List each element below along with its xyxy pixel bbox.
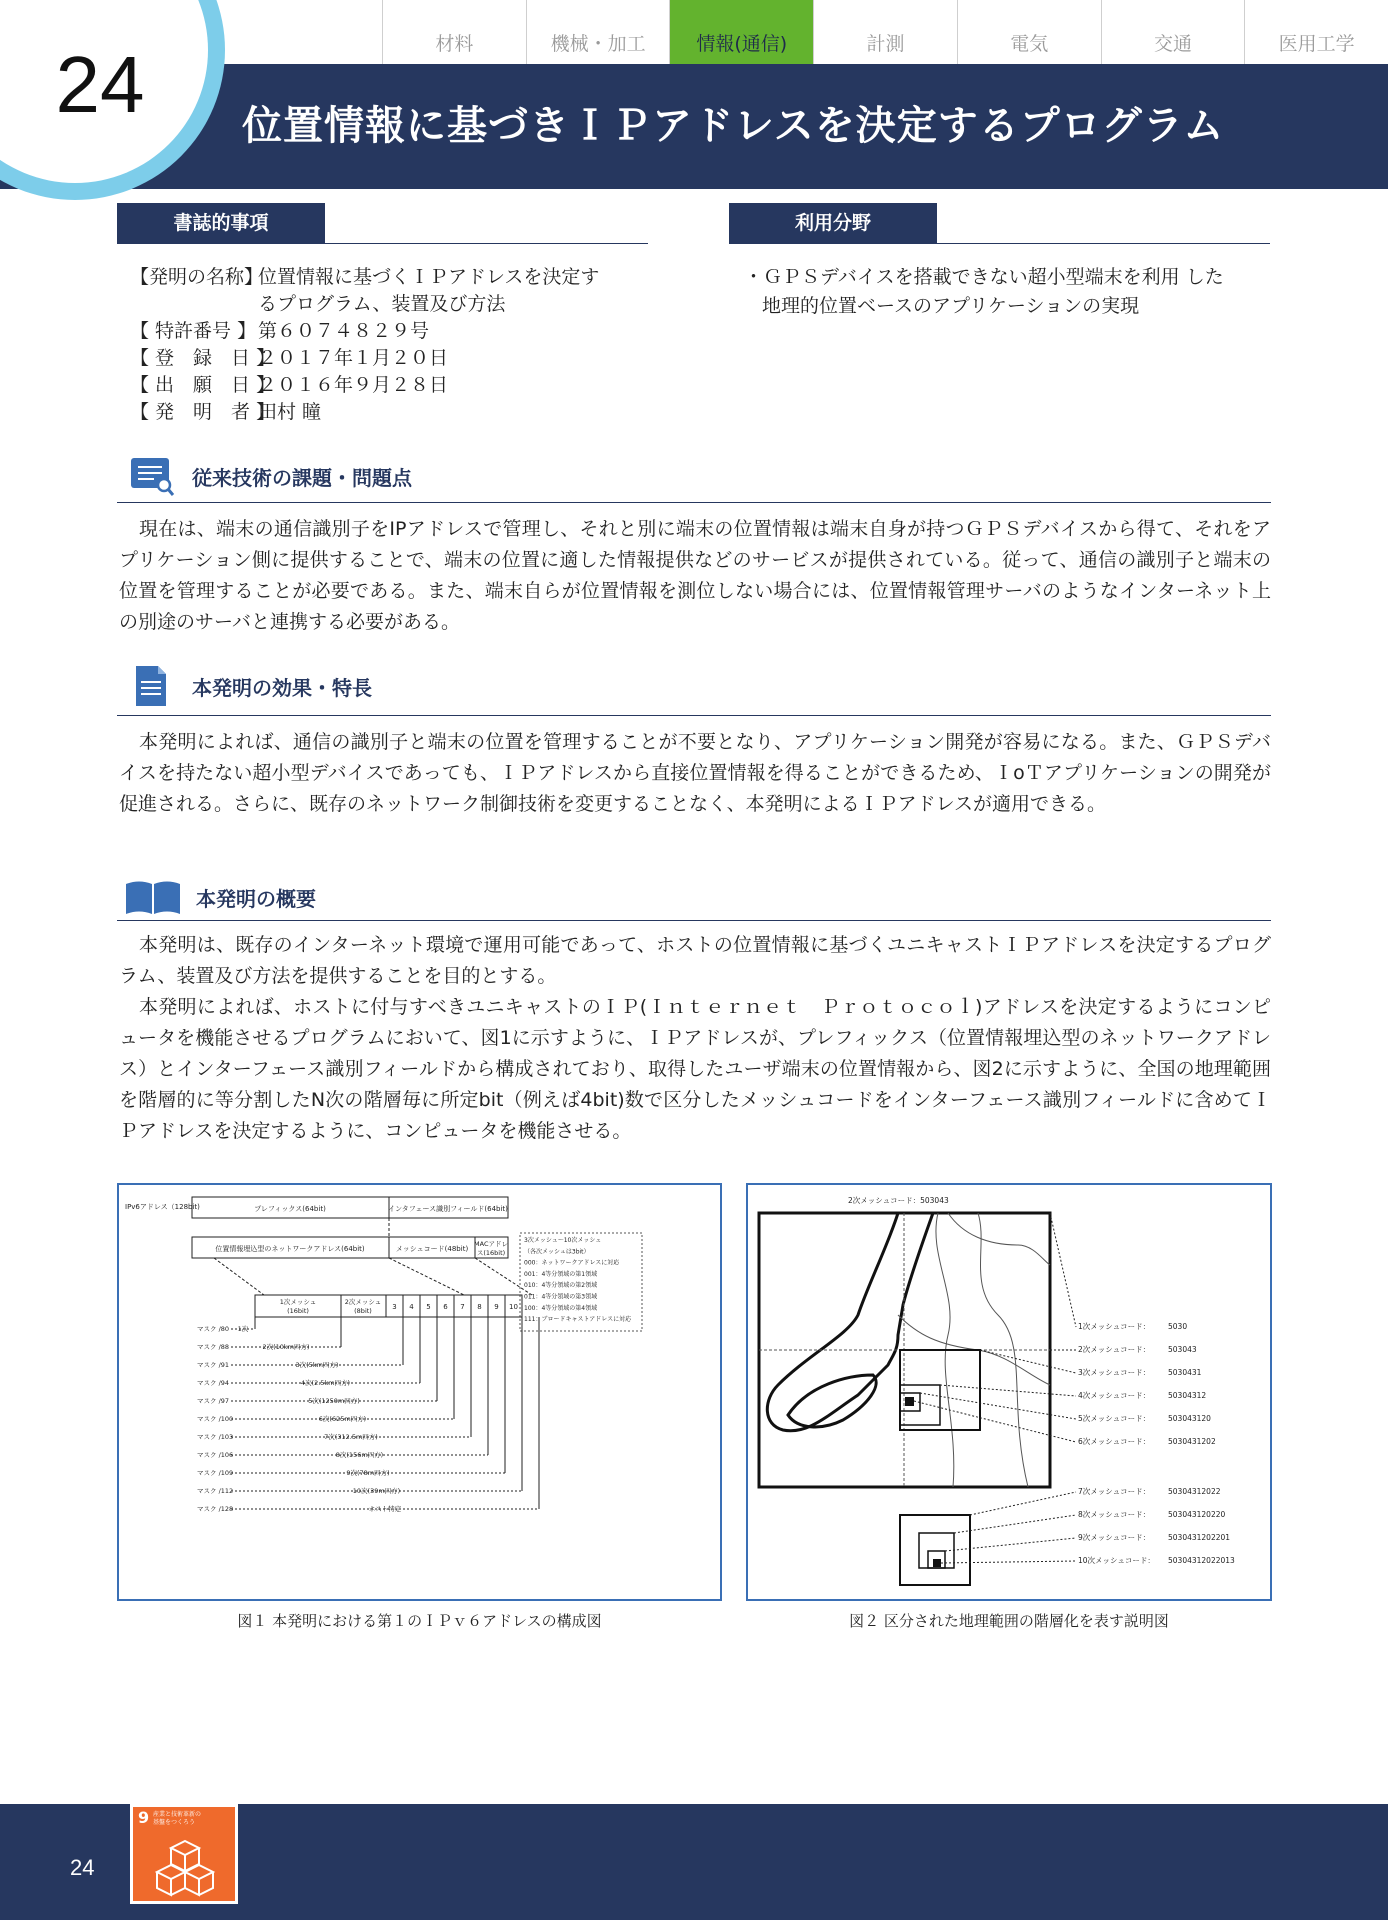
fig2-code-leader — [954, 1515, 1076, 1533]
fig1-mask-text: 3次(5km四方) — [295, 1361, 339, 1369]
figure2-diagram — [748, 1185, 1270, 1599]
tab-traffic[interactable]: 交通 — [1101, 0, 1245, 64]
fig1-note-line: 001：4等分領域の第1領域 — [524, 1270, 598, 1278]
fig1-notes — [524, 1236, 632, 1323]
biblio-list — [130, 264, 650, 426]
fig1-cells — [386, 1295, 522, 1317]
tab-measurement[interactable]: 計測 — [813, 0, 957, 64]
fig2-code-name: 2次メッシュコード： — [1078, 1345, 1151, 1354]
fig2-code-value: 50304312022013 — [1168, 1556, 1235, 1565]
fig2-zoom-mesh7 — [900, 1515, 970, 1585]
usage-tag: 利用分野 — [729, 203, 937, 243]
section-heading-effects — [128, 664, 372, 708]
fig1-mask-text: 7次(312.5m四方) — [324, 1433, 378, 1441]
fig1-mask-text: 6次(625m四方) — [318, 1415, 367, 1423]
biblio-tag: 書誌的事項 — [117, 203, 325, 243]
fig1-mesh2-label: 2次メッシュ — [344, 1298, 382, 1306]
biblio-value: るプログラム、装置及び方法 — [258, 293, 506, 315]
fig1-note-line: 3次メッシュ～10次メッシュ — [524, 1237, 602, 1244]
biblio-key: 【発明の名称】 — [130, 266, 264, 288]
biblio-key: 【 発 明 者 】 — [130, 401, 276, 423]
fig1-cell-label: 9 — [494, 1303, 499, 1311]
fig1-note-line: （各次メッシュは3bit） — [524, 1248, 590, 1256]
fig2-code-value: 50304312 — [1168, 1391, 1207, 1400]
section-title: 本発明の効果・特長 — [192, 675, 372, 700]
open-book-icon — [124, 878, 182, 916]
biblio-rule — [117, 243, 648, 244]
fig1-cell-label: 7 — [460, 1303, 465, 1311]
fig1-mask-label: マスク /128 — [197, 1505, 234, 1513]
biblio-value: 位置情報に基づくＩＰアドレスを決定す — [258, 266, 600, 288]
fig1-mask-label: マスク /100 — [197, 1415, 234, 1423]
fig2-code-value: 503043120220 — [1168, 1510, 1226, 1519]
fig1-masks — [197, 1317, 539, 1513]
paragraph: 本発明によれば、ホストに付与すべきユニキャストのＩＰ(Ｉｎｔｅｒｎｅｔ Ｐｒｏｔｏｃｏｌ)アドレスを決定するようにコンピュータを機能させるプログラムにおいて、図1に示すように、ＩＰアドレスが、プレフィックス（位置情報埋込型のネットワークアドレス）とインターフェース識別フィールドから構成されており、取得したユーザ端末の位置情報から、図2に示すように、全国の地理範囲を階層的に等分割したN次の階層毎に所定bit（例えば4bit)数で区分したメッシュコードをインターフェース識別フィールドに含めてＩＰアドレスを決定するように、コンピュータを機能させる。 — [119, 996, 1271, 1142]
page-title: 位置情報に基づきＩＰアドレスを決定するプログラム — [242, 103, 1225, 149]
usage-text — [744, 263, 1284, 321]
fig2-code-name: 6次メッシュコード： — [1078, 1437, 1151, 1446]
section-body-effects — [119, 727, 1271, 820]
fig1-cell-label: 4 — [409, 1303, 414, 1311]
fig1-mask-text: 9次(78m四方) — [346, 1469, 390, 1477]
sdg-text — [153, 1811, 201, 1827]
fig1-note-line: 100：4等分領域の第4領域 — [524, 1304, 598, 1312]
biblio-row — [130, 372, 650, 399]
sdg-text-line: 産業と技術革新の — [153, 1811, 202, 1818]
fig1-cell-label: 10 — [509, 1303, 518, 1311]
fig1-prefix-label: プレフィックス(64bit) — [254, 1205, 326, 1213]
biblio-row — [130, 345, 650, 372]
paragraph: 本発明によれば、通信の識別子と端末の位置を管理することが不要となり、アプリケーション開発が容易になる。また、ＧＰＳデバイスを持たない超小型デバイスであっても、ＩＰアドレスから直接位置情報を得ることができるため、ＩoＴアプリケーションの開発が促進される。さらに、既存のネットワーク制御技術を変更することなく、本発明によるＩＰアドレスが適用できる。 — [119, 731, 1271, 815]
cubes-icon — [155, 1839, 215, 1897]
document-icon — [128, 664, 172, 708]
biblio-value: ２０１６年９月２８日 — [258, 374, 449, 396]
biblio-row — [130, 318, 650, 345]
fig2-code-leader — [970, 1492, 1076, 1515]
fig1-dashline — [214, 1258, 264, 1295]
fig1-iface-label: インタフェース識別フィールド(64bit) — [388, 1205, 508, 1213]
biblio-value: ２０１７年１月２０日 — [258, 347, 449, 369]
fig2-mesh6 — [905, 1397, 914, 1406]
section-body-summary — [119, 930, 1271, 1147]
fig1-ipv6-label: IPv6アドレス（128bit) — [125, 1203, 200, 1211]
section-title: 本発明の概要 — [196, 886, 316, 911]
fig1-mask-text: 2次(10km四方) — [262, 1343, 310, 1351]
fig2-code-value: 503043120 — [1168, 1414, 1211, 1423]
fig1-cell-label: 3 — [392, 1303, 397, 1311]
fig1-network-label: 位置情報埋込型のネットワークアドレス(64bit) — [215, 1245, 365, 1253]
fig1-mask-label: マスク /94 — [197, 1379, 230, 1387]
biblio-value: 第６０７４８２９号 — [258, 320, 430, 342]
section-heading-problems — [128, 455, 412, 497]
fig1-mask-text: 8次(156m四方) — [335, 1451, 384, 1459]
figure2-caption: 図２ 区分された地理範囲の階層化を表す説明図 — [849, 1612, 1169, 1630]
usage-line: ・ＧＰＳデバイスを搭載できない超小型端末を利用 した — [744, 266, 1224, 288]
fig1-mask-label: マスク /97 — [197, 1397, 230, 1405]
fig2-code-value: 5030431202201 — [1168, 1533, 1231, 1542]
usage-rule — [729, 243, 1270, 244]
fig1-note-line: 011：4等分領域の第3領域 — [524, 1293, 598, 1301]
fig1-mac-label: MACアドレ — [474, 1240, 508, 1248]
fig2-top-label: 2次メッシュコード：503043 — [848, 1196, 949, 1205]
tab-medical[interactable]: 医用工学 — [1244, 0, 1388, 64]
biblio-key: 【 特許番号 】 — [130, 320, 257, 342]
fig2-code-name: 9次メッシュコード： — [1078, 1533, 1151, 1542]
fig2-code-name: 5次メッシュコード： — [1078, 1414, 1151, 1423]
fig1-mask-label: マスク /88 — [197, 1343, 230, 1351]
figure1-frame — [117, 1183, 722, 1601]
fig1-note-line: 000：ネットワークアドレスに対応 — [524, 1259, 620, 1267]
fig1-mask-label: マスク /109 — [197, 1469, 234, 1477]
category-tabs — [382, 0, 1388, 64]
item-number: 24 — [55, 40, 145, 129]
fig1-mask-label: マスク /91 — [197, 1361, 230, 1369]
usage-line: 地理的位置ベースのアプリケーションの実現 — [762, 295, 1140, 317]
fig1-mask-label: マスク /112 — [197, 1487, 234, 1495]
fig1-mask-text: 4次(2.5km四方) — [300, 1379, 351, 1387]
fig1-mac-label: ス(16bit) — [476, 1249, 506, 1257]
fig1-note-line: 111：ブロードキャストアドレスに対応 — [524, 1316, 632, 1324]
fig1-cell-label: 5 — [426, 1303, 431, 1311]
fig2-code-name: 10次メッシュコード： — [1078, 1556, 1155, 1565]
sdg-badge — [130, 1804, 238, 1904]
fig1-mask-label: マスク /103 — [197, 1433, 234, 1441]
figure1-diagram — [119, 1185, 720, 1599]
fig2-code-name: 7次メッシュコード： — [1078, 1487, 1151, 1496]
fig2-code-value: 5030431 — [1168, 1368, 1202, 1377]
fig1-mesh1-label: 1次メッシュ — [279, 1298, 317, 1306]
sdg-number: 9 — [138, 1808, 150, 1827]
fig2-code-leader — [1050, 1213, 1076, 1327]
biblio-row — [130, 264, 650, 291]
section-rule — [117, 715, 1271, 716]
fig2-code-value: 503043 — [1168, 1345, 1197, 1354]
fig1-mask-text: ホスト特定 — [368, 1505, 402, 1513]
paragraph: 現在は、端末の通信識別子をIPアドレスで管理し、それと別に端末の位置情報は端末自身が持つＧＰＳデバイスから得て、それをアプリケーション側に提供することで、端末の位置に適した情報提供などのサービスが提供されている。従って、通信の識別子と端末の位置を管理することが必要である。また、端末自らが位置情報を測位しない場合には、位置情報管理サーバのようなインターネット上の別途のサーバと連携する必要がある。 — [119, 518, 1271, 633]
biblio-row — [130, 291, 650, 318]
tab-materials[interactable]: 材料 — [382, 0, 526, 64]
sdg-text-line: 基盤をつくろう — [153, 1819, 196, 1826]
fig1-mask-text: 1次 — [237, 1325, 249, 1333]
tab-information[interactable]: 情報(通信) — [669, 0, 813, 64]
fig1-cell-label: 8 — [477, 1303, 482, 1311]
biblio-key: 【 出 願 日 】 — [130, 374, 276, 396]
document-search-icon — [128, 455, 176, 497]
fig2-code-name: 1次メッシュコード： — [1078, 1322, 1151, 1331]
fig2-code-name: 8次メッシュコード： — [1078, 1510, 1151, 1519]
figure2-frame — [746, 1183, 1272, 1601]
fig2-code-name: 3次メッシュコード： — [1078, 1368, 1151, 1377]
fig1-meshcode-label: メッシュコード(48bit) — [395, 1245, 469, 1253]
fig2-code-value: 5030 — [1168, 1322, 1188, 1331]
fig2-code-value: 5030431202 — [1168, 1437, 1216, 1446]
fig1-dashline — [389, 1258, 464, 1295]
biblio-key — [130, 291, 258, 318]
fig1-note-line: 010：4等分領域の第2領域 — [524, 1282, 598, 1290]
biblio-key: 【 登 録 日 】 — [130, 347, 276, 369]
fig2-zoom-mesh10 — [933, 1559, 941, 1567]
paragraph: 本発明は、既存のインターネット環境で運用可能であって、ホストの位置情報に基づくユニキャストＩＰアドレスを決定するプログラム、装置及び方法を提供することを目的とする。 — [119, 934, 1271, 987]
fig1-mask-text: 10次(39m四方) — [352, 1487, 401, 1495]
biblio-row — [130, 399, 650, 426]
section-body-problems — [119, 514, 1271, 638]
biblio-value: 田村 瞳 — [258, 401, 322, 423]
figure1-caption: 図１ 本発明における第１のＩＰｖ６アドレスの構成図 — [237, 1612, 602, 1630]
fig2-code-value: 50304312022 — [1168, 1487, 1221, 1496]
fig2-code-name: 4次メッシュコード： — [1078, 1391, 1151, 1400]
fig1-mask-label: マスク /80 — [197, 1325, 230, 1333]
section-heading-summary — [124, 878, 316, 916]
tab-machining[interactable]: 機械・加工 — [526, 0, 670, 64]
page-number: 24 — [70, 1855, 95, 1880]
fig1-cell-label: 6 — [443, 1303, 448, 1311]
fig1-mask-label: マスク /106 — [197, 1451, 234, 1459]
section-title: 従来技術の課題・問題点 — [192, 465, 412, 490]
fig1-mask-text: 5次(1250m四方) — [308, 1397, 360, 1405]
fig1-mesh1-bits: (16bit) — [287, 1307, 309, 1315]
fig1-mesh2-bits: (8bit) — [354, 1307, 372, 1315]
tab-electric[interactable]: 電気 — [957, 0, 1101, 64]
section-rule — [117, 502, 1271, 503]
section-rule — [117, 920, 1271, 921]
